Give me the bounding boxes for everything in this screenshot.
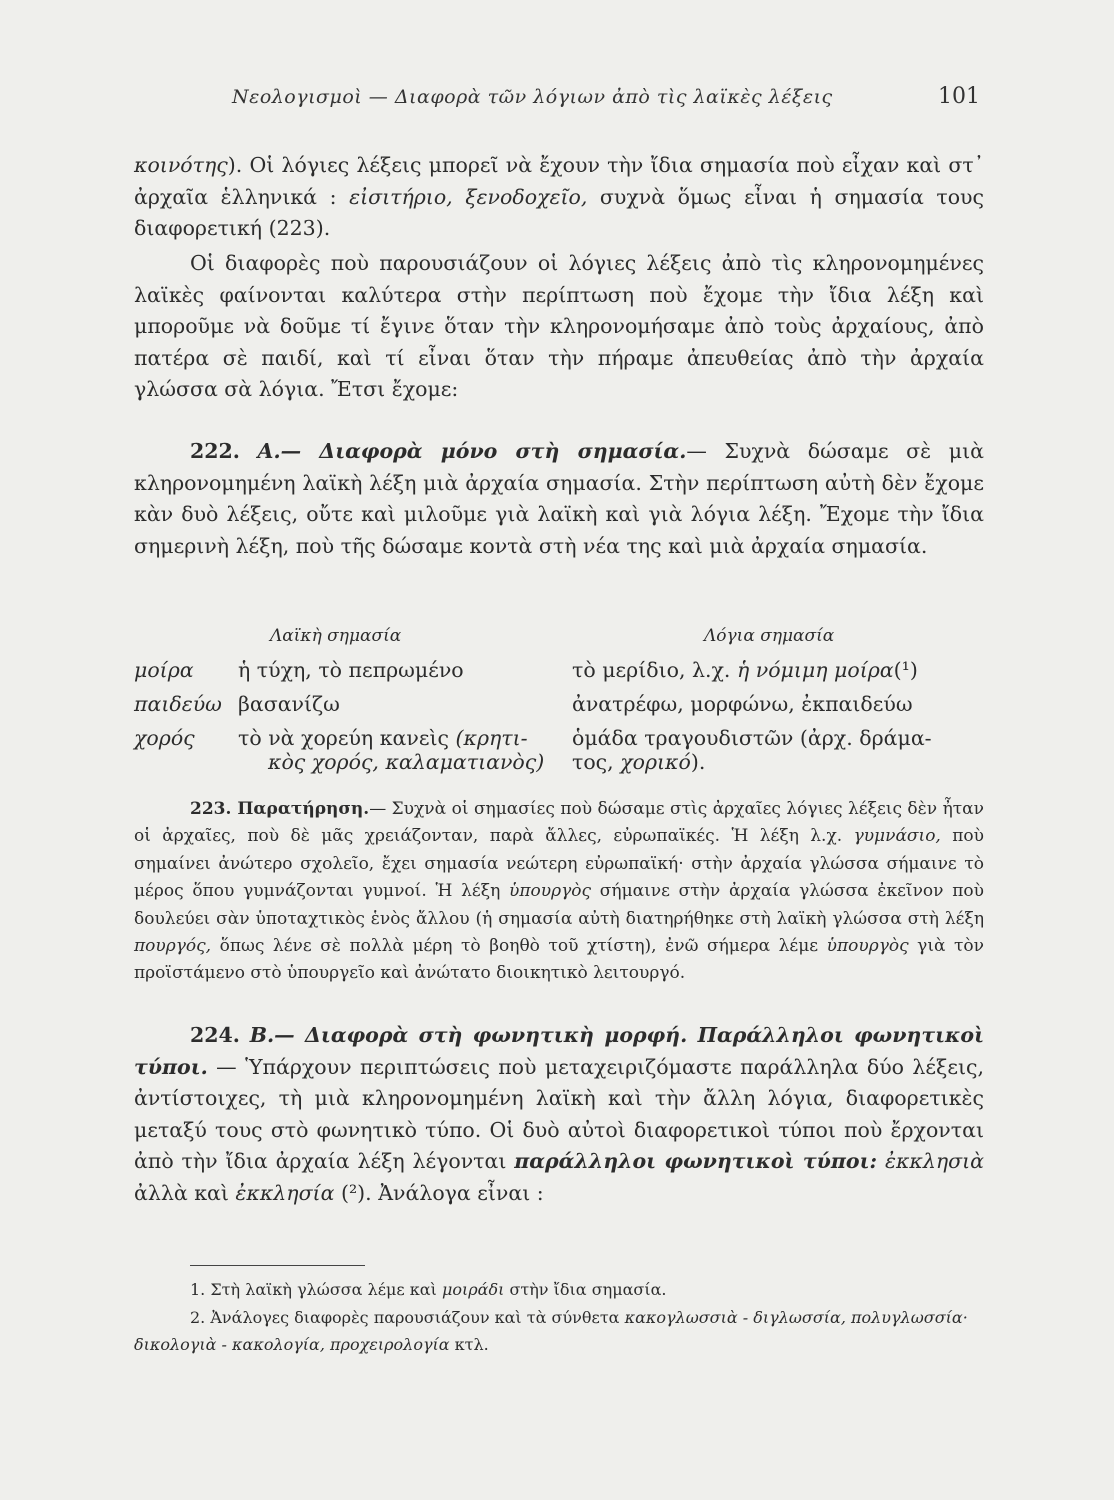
text-span: ἀλλὰ καὶ bbox=[134, 1180, 236, 1205]
italic-term: ἐκκλησία bbox=[235, 1180, 335, 1205]
text-span: 2. Ἀνάλογες διαφορὲς παρουσιάζουν καὶ τὰ σύνθετα bbox=[190, 1308, 625, 1327]
section-heading: Α.— Διαφορὰ μόνο στὴ σημασία. bbox=[257, 439, 687, 463]
text-span: — Συχνὰ οἱ σημασίες ποὺ δώσαμε στὶς ἀρχαῖες λόγιες λέξεις δὲν ἦταν οἱ ἀρχαῖες, ποὺ δὲ μᾶς χρειάζονταν, παρὰ ἄλλες, εὐρωπαϊκές. Ἡ λέξη λ.χ. bbox=[134, 799, 984, 847]
footnote-2 bbox=[134, 1304, 984, 1358]
folk-meaning: ἡ τύχη, τὸ πεπρωμένο bbox=[238, 658, 464, 682]
italic-term: ἐκκλησιὰ bbox=[884, 1149, 984, 1174]
text-span: ὅπως λένε σὲ πολλὰ μέρη τὸ βοηθὸ τοῦ χτίστη), ἐνῶ σήμερα λέμε bbox=[211, 936, 827, 957]
learned-meaning bbox=[572, 726, 932, 774]
text-span: τος, bbox=[572, 750, 621, 774]
paragraph-2: Οἱ διαφορὲς ποὺ παρουσιάζουν οἱ λόγιες λέξεις ἀπὸ τὶς κληρονομημένες λαϊκὲς φαίνονται καλύτερα στὴν περίπτωση ποὺ ἔχομε τὴν ἴδια λέξη καὶ μποροῦμε νὰ δοῦμε τί ἔγινε ὅταν τὴν κληρονομήσαμε ἀπὸ τοὺς ἀρχαίους, ἀπὸ πατέρα σὲ παιδί, καὶ τί εἶναι ὅταν τὴν πήραμε ἀπευθείας ἀπὸ τὴν ἀρχαία γλώσσα σὰ λόγια. Ἔτσι ἔχομε: bbox=[134, 251, 984, 401]
column-header-folk: Λαϊκὴ σημασία bbox=[270, 626, 402, 646]
page-number: 101 bbox=[938, 84, 980, 109]
text-span: συχνὰ ὅμως εἶναι ἡ σημασία τους διαφορετική (223). bbox=[134, 184, 984, 240]
italic-term: κοινότης bbox=[134, 153, 228, 177]
text-span: τὸ μερίδιο, λ.χ. bbox=[572, 658, 737, 682]
section-heading: 223. Παρατήρηση. bbox=[190, 799, 370, 819]
italic-term: γυμνάσιο, bbox=[853, 826, 941, 847]
italic-term: (κρητι- bbox=[455, 726, 528, 750]
folk-meaning: βασανίζω bbox=[238, 692, 340, 716]
learned-meaning bbox=[572, 658, 918, 682]
table-word: μοίρα bbox=[134, 658, 194, 682]
text-span: (²). Ἀνάλογα εἶναι : bbox=[334, 1180, 544, 1205]
table-row bbox=[134, 692, 984, 726]
text-span: ποὺ σημαίνει ἀνώτερο σχολεῖο, ἔχει σημασία νεώτερη εὐρωπαϊκή· στὴν ἀρχαία γλώσσα σήμαινε τὸ μέρος ὅπου γυμνάζονται γυμνοί. Ἡ λέξη bbox=[134, 826, 984, 902]
italic-term: εἰσιτήριο, ξενοδοχεῖο, bbox=[349, 184, 588, 209]
text-span: στὴν ἴδια σημασία. bbox=[504, 1280, 667, 1299]
section-222 bbox=[134, 436, 984, 562]
learned-line bbox=[572, 750, 932, 774]
learned-meaning: ἀνατρέφω, μορφώνω, ἐκπαιδεύω bbox=[572, 692, 913, 716]
text-span: — Ὑπάρχουν περιπτώσεις ποὺ μεταχειριζόμαστε παράλληλα δύο λέξεις, ἀντίστοιχες, τὴ μιὰ κληρονομημένη λαϊκὴ καὶ τὴν ἄλλη λόγια, διαφορετικὲς μεταξύ τους στὸ φωνητικὸ τύπο. Οἱ δυὸ αὐτοὶ διαφορετικοὶ τύποι ποὺ ἔρχονται ἀπὸ τὴν ἴδια ἀρχαία λέξη λέγονται bbox=[134, 1054, 984, 1174]
text-span: γιὰ τὸν προϊστάμενο στὸ ὑπουργεῖο καὶ ἀνώτατο διοικητικὸ λειτουργό. bbox=[134, 936, 984, 984]
section-heading: Β.— Διαφορὰ στὴ φωνητικὴ μορφή. Παράλληλοι φωνητικοὶ τύποι. bbox=[134, 1023, 984, 1079]
italic-term: πουργός, bbox=[134, 936, 212, 957]
meaning-table bbox=[134, 622, 984, 790]
table-word: χορός bbox=[134, 726, 195, 750]
section-224 bbox=[134, 1020, 984, 1210]
table-word: παιδεύω bbox=[134, 692, 222, 716]
footnote-divider bbox=[190, 1265, 365, 1266]
footnote-1 bbox=[134, 1276, 984, 1303]
italic-term: χορικό bbox=[620, 750, 691, 774]
paragraph-1 bbox=[134, 150, 984, 245]
italic-term: κακογλωσσιὰ - διγλωσσία, πολυγλωσσία· δικολογιὰ - κακολογία, προχειρολογία bbox=[134, 1308, 968, 1354]
learned-line: ὁμάδα τραγουδιστῶν (ἀρχ. δράμα- bbox=[572, 726, 932, 750]
folk-meaning bbox=[238, 726, 544, 774]
section-number: 224. bbox=[190, 1023, 240, 1047]
text-span: κτλ. bbox=[449, 1335, 489, 1354]
italic-term: ὑπουργὸς bbox=[826, 936, 909, 957]
table-header bbox=[134, 622, 984, 658]
italic-term: ὑπουργὸς bbox=[509, 881, 592, 902]
italic-term: ἡ νόμιμη μοίρα bbox=[736, 658, 894, 682]
running-header: Νεολογισμοὶ — Διαφορὰ τῶν λόγιων ἀπὸ τὶς λαϊκὲς λέξεις bbox=[232, 86, 833, 108]
footnote-ref: (¹) bbox=[893, 658, 918, 682]
table-row bbox=[134, 658, 984, 692]
text-span: ). bbox=[690, 750, 706, 774]
section-223 bbox=[134, 796, 984, 988]
column-header-learned: Λόγια σημασία bbox=[704, 626, 835, 646]
section-number: 222. bbox=[190, 439, 240, 463]
italic-term: μοιράδι bbox=[441, 1280, 505, 1299]
folk-line bbox=[238, 726, 544, 750]
text-span: ). Οἱ λόγιες λέξεις μπορεῖ νὰ ἔχουν τὴν ἴδια σημασία ποὺ εἶχαν καὶ στ᾽ ἀρχαῖα ἑλληνικά : bbox=[134, 153, 984, 209]
text-span: 1. Στὴ λαϊκὴ γλώσσα λέμε καὶ bbox=[190, 1280, 442, 1299]
table-row bbox=[134, 726, 984, 790]
folk-line: κὸς χορός, καλαματιανὸς) bbox=[268, 750, 545, 774]
text-span: τὸ νὰ χορεύη κανεὶς bbox=[238, 726, 456, 750]
text-span bbox=[877, 1149, 885, 1173]
bold-term: παράλληλοι φωνητικοὶ τύποι: bbox=[514, 1149, 878, 1174]
text-span: — Συχνὰ δώσαμε σὲ μιὰ κληρονομημένη λαϊκὴ λέξη μιὰ ἀρχαία σημασία. Στὴν περίπτωση αὐτὴ δὲν ἔχομε κὰν δυὸ λέξεις, οὔτε καὶ μιλοῦμε γιὰ λαϊκὴ καὶ γιὰ λόγια λέξη. Ἔχομε τὴν ἴδια σημερινὴ λέξη, ποὺ τῆς δώσαμε κοντὰ στὴ νέα της καὶ μιὰ ἀρχαία σημασία. bbox=[134, 439, 984, 558]
text-span: σήμαινε στὴν ἀρχαία γλώσσα ἐκεῖνον ποὺ δουλεύει σὰν ὑποταχτικὸς ἑνὸς ἄλλου (ἡ σημασία αὐτὴ διατηρήθηκε στὴ λαϊκὴ γλώσσα στὴ λέξη bbox=[134, 881, 984, 929]
